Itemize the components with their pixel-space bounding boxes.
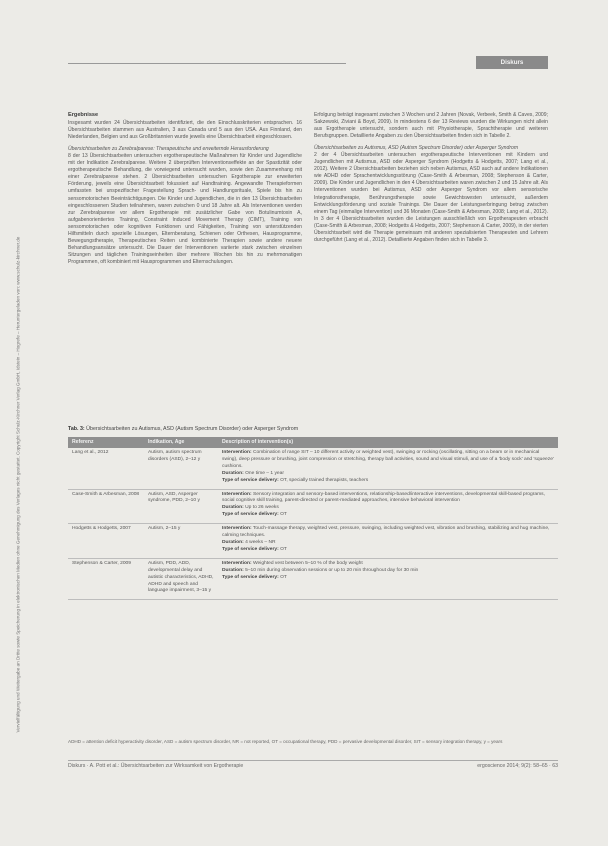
entry-text: 5–10 min during observation sessions or up to 20 min throughout day for 30 min	[245, 567, 419, 573]
entry-text: Combination of range SIT – 10 different activity or weighted vest), swinging or rocking (oscillating, sitting on a beam or in mechanical swing), deep pressure or brushing, joint compression or stretching, therapy ball activities, sound and visual stimuli, and use of a 'body sock' and 'squeeze' cushions.	[222, 450, 554, 469]
autism-subheading: Übersichtsarbeiten zu Autismus, ASD (Autism Spectrum Disorder) oder Asperger Syndrom	[314, 145, 519, 152]
footer-running-title: Diskurs · A. Pott et al.: Übersichtsarbeiten zur Wirksamkeit von Ergotherapie	[68, 763, 244, 769]
row-reference: Case-Smith & Arbesman, 2008	[68, 489, 144, 524]
entry-text: OT, specially trained therapists, teachers	[280, 477, 369, 483]
entry-text: One time – 1 year	[245, 470, 284, 476]
row-reference: Lang et al., 2012	[68, 448, 144, 489]
entry-label: Duration:	[222, 505, 244, 511]
entry-text: 4 weeks – NR	[245, 539, 276, 545]
entry-label: Type of service delivery:	[222, 574, 279, 580]
table-caption	[68, 426, 558, 432]
row-description	[218, 489, 558, 524]
row-description	[218, 448, 558, 489]
table-row	[68, 448, 558, 489]
row-indication: Autism, ASD, Asperger syndrome, PDD, 2–10 y	[144, 489, 218, 524]
entry-label: Intervention:	[222, 526, 252, 532]
header-rule	[68, 63, 346, 64]
row-reference: Hodgetts & Hodgetts, 2007	[68, 524, 144, 559]
copyright-side-note: Vervielfältigung und Weitergabe an Dritte sowie Speicherung in elektronischen Medien ohne Genehmigung des Verlages nicht gestattet. Copyright Schulz-Kirchner Verlag GmbH, Idstein – Hogrefe – Heruntergeladen von: www.schulz-kirchner.de	[15, 236, 21, 733]
cp-subheading: Übersichtsarbeiten zu Zerebralparese: Therapeutische und erweiternde Herausforderung	[68, 146, 269, 153]
header-description: Description of intervention(s)	[218, 437, 558, 448]
entry-label: Duration:	[222, 567, 244, 573]
results-intro: Insgesamt wurden 24 Übersichtsarbeiten identifiziert, die den Einschlusskriterien entsprachen. 16 Übersichtsarbeiten stammen aus Australien, 3 aus Canada und 5 aus den USA. Aus Finnland, den Niederlanden, Belgien und aus Großbritannien wurde jeweils eine Übersichtsarbeit eingeschlossen.	[68, 120, 302, 141]
entry-text: OT	[280, 574, 287, 580]
entry-label: Intervention:	[222, 450, 252, 455]
entry-text: OT	[280, 546, 287, 552]
entry-label: Duration:	[222, 470, 244, 476]
table-caption-text: Übersichtsarbeiten zu Autismus, ASD (Autism Spectrum Disorder) oder Asperger Syndrom	[86, 426, 299, 432]
left-column	[68, 112, 302, 266]
entry-text: Weighted vest between 5–10 % of the body weight	[252, 560, 363, 566]
right-column	[314, 112, 548, 244]
entry-text: Up to 26 weeks	[245, 505, 279, 511]
table-row	[68, 524, 558, 559]
table-footnote: ADHD = attention deficit hyperactivity disorder, ASD = autism spectrum disorder, NR = not reported, OT = occupational therapy, PDD = pervasive developmental disorder, SIT = sensory integration therapy, y = years	[68, 739, 503, 744]
header-reference: Referenz	[68, 437, 144, 448]
entry-label: Intervention:	[222, 560, 252, 566]
entry-text: Touch-massage therapy, weighted vest, pressure, swinging, including weighted vest, vibration and brushing, stabilizing and hug machine, calming techniques.	[222, 526, 550, 539]
section-tab: Diskurs	[476, 56, 548, 69]
entry-text: OT	[280, 512, 287, 518]
right-intro: Erfolgung beträgt insgesamt zwischen 3 Wochen und 2 Jahren (Novak, Verbeek, Smith & Caves, 2009; Sakzewski, Ziviani & Boyd, 2009). In mindestens 6 der 13 Reviews wurden die Wirkungen nicht allein aus Ergotherapie untersucht, sondern auch mit Physiotherapie, Sprachtherapie und weiteren Berufsgruppen. Detaillierte Angaben zu den Übersichtsarbeiten finden sich in Tabelle 2.	[314, 112, 548, 140]
results-heading: Ergebnisse	[68, 112, 99, 118]
table-row	[68, 489, 558, 524]
table-header-row	[68, 437, 558, 448]
footer-page-info: ergoscience 2014; 9(2): 58–65 · 63	[477, 763, 558, 769]
row-indication: Autism, autism spectrum disorders (ASD), 2–12 y	[144, 448, 218, 489]
cp-body: 8 der 13 Übersichtsarbeiten untersuchen ergotherapeutische Maßnahmen für Kinder und Jugendliche mit der Indikation Zerebralparese. Weitere 2 überprüften Interventionseffekte an der Spastizität oder ergotherapeutische Behandlung, die vorwiegend untersucht wurden, sowie den Zusammenhang mit einer Zerebralparese stehen. 2 Übersichtsarbeiten untersuchen Ergotherapie zur erweiterten Förderung, jeweils eine Übersichtsarbeit fokussiert auf Handtraining. Angewandte Therapieformen umfassten bei unspezifischer Fragestellung Sprach- und Handlungsrituale, Spiele bis hin zu sensomotorischen Beeinträchtigungen. Die Kinder und Jugendlichen, die in den 13 Übersichtsarbeiten eingeschlossenen Studien teilnahmen, waren zwischen 0 und 18 Jahre alt. Als Interventionen werden zur Zerebralparese vor allem Ergotherapie mit zusätzlicher Gabe von Botulinumtoxin A, aufgabenorientiertes Training, Constraint Induced Movement Therapy (CIMT), Training von sensomotorischen oder kognitiven Funktionen und Fähigkeiten, Training von unterstützenden Hilfsmitteln durch spezielle Lösungen, Elternberatung, Schienen oder Orthesen, Hausprogramme, Bewegungstherapie, Therapeutisches Reiten und kombinierte Therapien sowie andere neuere Behandlungsansätze untersucht. Die Dauer der Interventionen variierte stark zwischen einzelnen Sitzungen und täglichen Trainingseinheiten über mehrere Wochen bis hin zu mehrmonatigen Programmen, oft kombiniert mit Hausprogrammen und Elternschulungen.	[68, 153, 302, 265]
entry-label: Type of service delivery:	[222, 512, 279, 518]
entry-text: Sensory integration and sensory-based interventions, relationship-based/interactive interventions, developmental skill-based programs, social cognitive skill training, parent-directed or parent-mediated approaches, intensive behavioral intervention	[222, 491, 545, 504]
autism-body: 2 der 4 Übersichtsarbeiten untersuchen ergotherapeutische Interventionen mit Kindern und Jugendlichen mit Autismus, ASD oder Asperger Syndrom (Hodgetts & Hodgetts, 2007; Lang et al., 2012). Weitere 2 Übersichtsarbeiten beziehen sich neben Autismus, ASD auch auf andere Indikationen wie ADHD oder Sprachentwicklungsstörung (Case-Smith & Arbesman, 2008; Stephenson & Carter, 2009). Die Kinder und Jugendlichen in den 4 Übersichtsarbeiten waren zwischen 2 und 15 Jahre alt. Als Interventionen wurden bei Autismus, ASD oder Asperger Syndrom vor allem sensorische Integrationstherapie, Berührungstherapie sowie Gewichtswesten untersucht, außerdem Entwicklungsförderung und soziale Trainings. Die Dauer der Leistungserbringung betrug zwischen einem Tag (einmalige Intervention) und 36 Monaten (Case-Smith & Arbesman, 2008; Lang et al., 2012). In 3 der 4 Übersichtsarbeiten wurden die Leistungen ausschließlich von Ergotherapeuten erbracht (Case-Smith & Arbesman, 2008; Hodgetts & Hodgetts, 2007; Stephenson & Carter, 2009), in der vierten Übersichtsarbeit wird die Therapie gemeinsam mit anderen spezialisierten Therapeuten und Lehrern durchgeführt (Lang et al., 2012). Detaillierte Angaben finden sich in Tabelle 3.	[314, 152, 548, 243]
footer-rule	[68, 760, 558, 761]
entry-label: Type of service delivery:	[222, 546, 279, 552]
row-indication: Autism, PDD, ADD, developmental delay and autistic characteristics, ADHD, ADHD and speech and language impairment, 3–15 y	[144, 558, 218, 600]
row-reference: Stephenson & Carter, 2009	[68, 558, 144, 600]
table-row	[68, 558, 558, 600]
entry-label: Intervention:	[222, 491, 252, 497]
review-table	[68, 437, 558, 600]
entry-label: Type of service delivery:	[222, 477, 279, 483]
row-description	[218, 558, 558, 600]
header-indication: Indikation, Age	[144, 437, 218, 448]
entry-label: Duration:	[222, 539, 244, 545]
table-caption-label: Tab. 3:	[68, 426, 85, 432]
row-description	[218, 524, 558, 559]
row-indication: Autism, 2–15 y	[144, 524, 218, 559]
